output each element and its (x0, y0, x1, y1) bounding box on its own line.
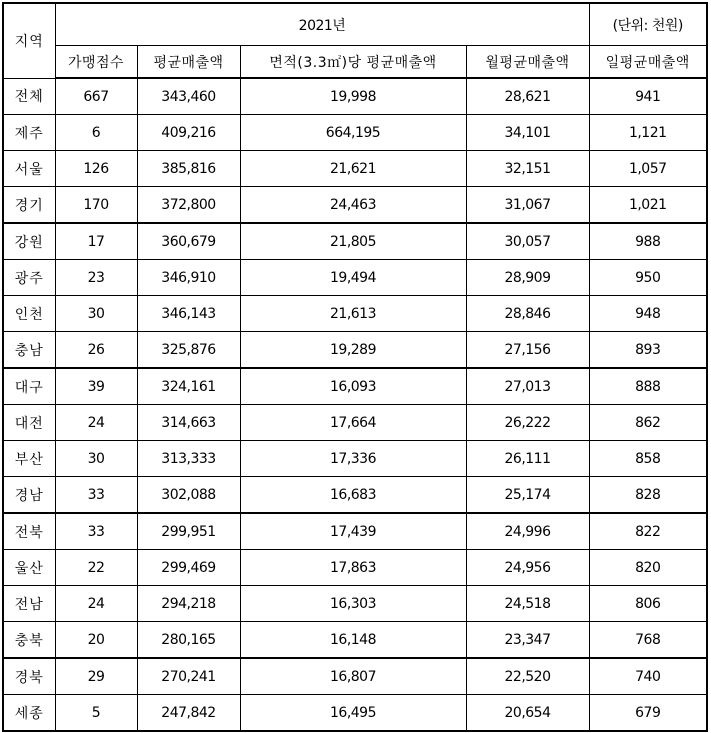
region-cell: 경북 (3, 658, 55, 695)
monthly-sales-cell: 32,151 (466, 151, 589, 187)
daily-sales-cell: 1,057 (589, 151, 707, 187)
table-row (3, 695, 707, 732)
col-header-daily-sales: 일평균매출액 (589, 46, 707, 79)
region-cell: 충남 (3, 332, 55, 369)
col-header-monthly-sales: 월평균매출액 (466, 46, 589, 79)
monthly-sales-cell: 23,347 (466, 622, 589, 659)
per-area-sales-cell: 17,863 (240, 550, 466, 586)
unit-label: (단위: 천원) (589, 3, 707, 46)
stores-cell: 26 (55, 332, 137, 369)
daily-sales-cell: 740 (589, 658, 707, 695)
monthly-sales-cell: 27,013 (466, 368, 589, 405)
avg-sales-cell: 280,165 (137, 622, 240, 659)
avg-sales-cell: 314,663 (137, 405, 240, 441)
table-row (3, 513, 707, 550)
avg-sales-cell: 343,460 (137, 78, 240, 115)
per-area-sales-cell: 664,195 (240, 115, 466, 151)
monthly-sales-cell: 28,909 (466, 260, 589, 296)
daily-sales-cell: 1,121 (589, 115, 707, 151)
region-cell: 전남 (3, 586, 55, 622)
stores-cell: 33 (55, 513, 137, 550)
stores-cell: 170 (55, 187, 137, 224)
avg-sales-cell: 294,218 (137, 586, 240, 622)
table-row (3, 296, 707, 332)
monthly-sales-cell: 24,996 (466, 513, 589, 550)
daily-sales-cell: 950 (589, 260, 707, 296)
avg-sales-cell: 325,876 (137, 332, 240, 369)
stores-cell: 667 (55, 78, 137, 115)
table-row (3, 550, 707, 586)
region-cell: 울산 (3, 550, 55, 586)
region-cell: 전북 (3, 513, 55, 550)
table-row (3, 368, 707, 405)
daily-sales-cell: 988 (589, 223, 707, 260)
year-header: 2021년 (55, 3, 589, 46)
avg-sales-cell: 346,143 (137, 296, 240, 332)
avg-sales-cell: 299,951 (137, 513, 240, 550)
monthly-sales-cell: 28,621 (466, 78, 589, 115)
daily-sales-cell: 828 (589, 477, 707, 514)
table-row (3, 622, 707, 659)
daily-sales-cell: 948 (589, 296, 707, 332)
avg-sales-cell: 247,842 (137, 695, 240, 732)
per-area-sales-cell: 16,495 (240, 695, 466, 732)
region-header: 지역 (3, 3, 55, 78)
stores-cell: 126 (55, 151, 137, 187)
region-cell: 부산 (3, 441, 55, 477)
daily-sales-cell: 806 (589, 586, 707, 622)
monthly-sales-cell: 30,057 (466, 223, 589, 260)
stores-cell: 22 (55, 550, 137, 586)
per-area-sales-cell: 17,336 (240, 441, 466, 477)
monthly-sales-cell: 34,101 (466, 115, 589, 151)
per-area-sales-cell: 19,998 (240, 78, 466, 115)
table-row (3, 441, 707, 477)
monthly-sales-cell: 31,067 (466, 187, 589, 224)
monthly-sales-cell: 28,846 (466, 296, 589, 332)
avg-sales-cell: 409,216 (137, 115, 240, 151)
per-area-sales-cell: 19,289 (240, 332, 466, 369)
col-header-stores: 가맹점수 (55, 46, 137, 79)
region-cell: 경기 (3, 187, 55, 224)
daily-sales-cell: 862 (589, 405, 707, 441)
per-area-sales-cell: 16,807 (240, 658, 466, 695)
daily-sales-cell: 1,021 (589, 187, 707, 224)
daily-sales-cell: 858 (589, 441, 707, 477)
table-row (3, 187, 707, 224)
regional-sales-table (2, 2, 708, 732)
daily-sales-cell: 822 (589, 513, 707, 550)
stores-cell: 24 (55, 405, 137, 441)
daily-sales-cell: 768 (589, 622, 707, 659)
header-row-columns (3, 46, 707, 79)
stores-cell: 6 (55, 115, 137, 151)
stores-cell: 30 (55, 441, 137, 477)
stores-cell: 23 (55, 260, 137, 296)
per-area-sales-cell: 16,683 (240, 477, 466, 514)
avg-sales-cell: 360,679 (137, 223, 240, 260)
table-row (3, 332, 707, 369)
avg-sales-cell: 324,161 (137, 368, 240, 405)
stores-cell: 29 (55, 658, 137, 695)
per-area-sales-cell: 21,805 (240, 223, 466, 260)
region-cell: 세종 (3, 695, 55, 732)
monthly-sales-cell: 24,518 (466, 586, 589, 622)
avg-sales-cell: 313,333 (137, 441, 240, 477)
per-area-sales-cell: 16,093 (240, 368, 466, 405)
col-header-per-area-sales: 면적(3.3㎡)당 평균매출액 (240, 46, 466, 79)
region-cell: 광주 (3, 260, 55, 296)
monthly-sales-cell: 27,156 (466, 332, 589, 369)
stores-cell: 5 (55, 695, 137, 732)
monthly-sales-cell: 24,956 (466, 550, 589, 586)
monthly-sales-cell: 25,174 (466, 477, 589, 514)
stores-cell: 24 (55, 586, 137, 622)
table-row (3, 658, 707, 695)
region-cell: 제주 (3, 115, 55, 151)
per-area-sales-cell: 24,463 (240, 187, 466, 224)
stores-cell: 17 (55, 223, 137, 260)
monthly-sales-cell: 20,654 (466, 695, 589, 732)
daily-sales-cell: 679 (589, 695, 707, 732)
region-cell: 대전 (3, 405, 55, 441)
region-cell: 충북 (3, 622, 55, 659)
table-row (3, 477, 707, 514)
table-row (3, 223, 707, 260)
region-cell: 경남 (3, 477, 55, 514)
table-row (3, 586, 707, 622)
per-area-sales-cell: 19,494 (240, 260, 466, 296)
avg-sales-cell: 385,816 (137, 151, 240, 187)
per-area-sales-cell: 17,664 (240, 405, 466, 441)
per-area-sales-cell: 16,303 (240, 586, 466, 622)
region-cell: 서울 (3, 151, 55, 187)
per-area-sales-cell: 16,148 (240, 622, 466, 659)
avg-sales-cell: 346,910 (137, 260, 240, 296)
monthly-sales-cell: 22,520 (466, 658, 589, 695)
per-area-sales-cell: 21,613 (240, 296, 466, 332)
sales-table-container (2, 2, 708, 732)
table-row (3, 151, 707, 187)
col-header-avg-sales: 평균매출액 (137, 46, 240, 79)
daily-sales-cell: 941 (589, 78, 707, 115)
table-row (3, 78, 707, 115)
stores-cell: 30 (55, 296, 137, 332)
region-cell: 대구 (3, 368, 55, 405)
monthly-sales-cell: 26,111 (466, 441, 589, 477)
header-row-top (3, 3, 707, 46)
table-row (3, 260, 707, 296)
table-row (3, 405, 707, 441)
daily-sales-cell: 893 (589, 332, 707, 369)
region-cell: 전체 (3, 78, 55, 115)
daily-sales-cell: 820 (589, 550, 707, 586)
daily-sales-cell: 888 (589, 368, 707, 405)
avg-sales-cell: 270,241 (137, 658, 240, 695)
monthly-sales-cell: 26,222 (466, 405, 589, 441)
avg-sales-cell: 372,800 (137, 187, 240, 224)
region-cell: 인천 (3, 296, 55, 332)
stores-cell: 33 (55, 477, 137, 514)
stores-cell: 20 (55, 622, 137, 659)
per-area-sales-cell: 17,439 (240, 513, 466, 550)
table-row (3, 115, 707, 151)
stores-cell: 39 (55, 368, 137, 405)
avg-sales-cell: 302,088 (137, 477, 240, 514)
region-cell: 강원 (3, 223, 55, 260)
avg-sales-cell: 299,469 (137, 550, 240, 586)
per-area-sales-cell: 21,621 (240, 151, 466, 187)
